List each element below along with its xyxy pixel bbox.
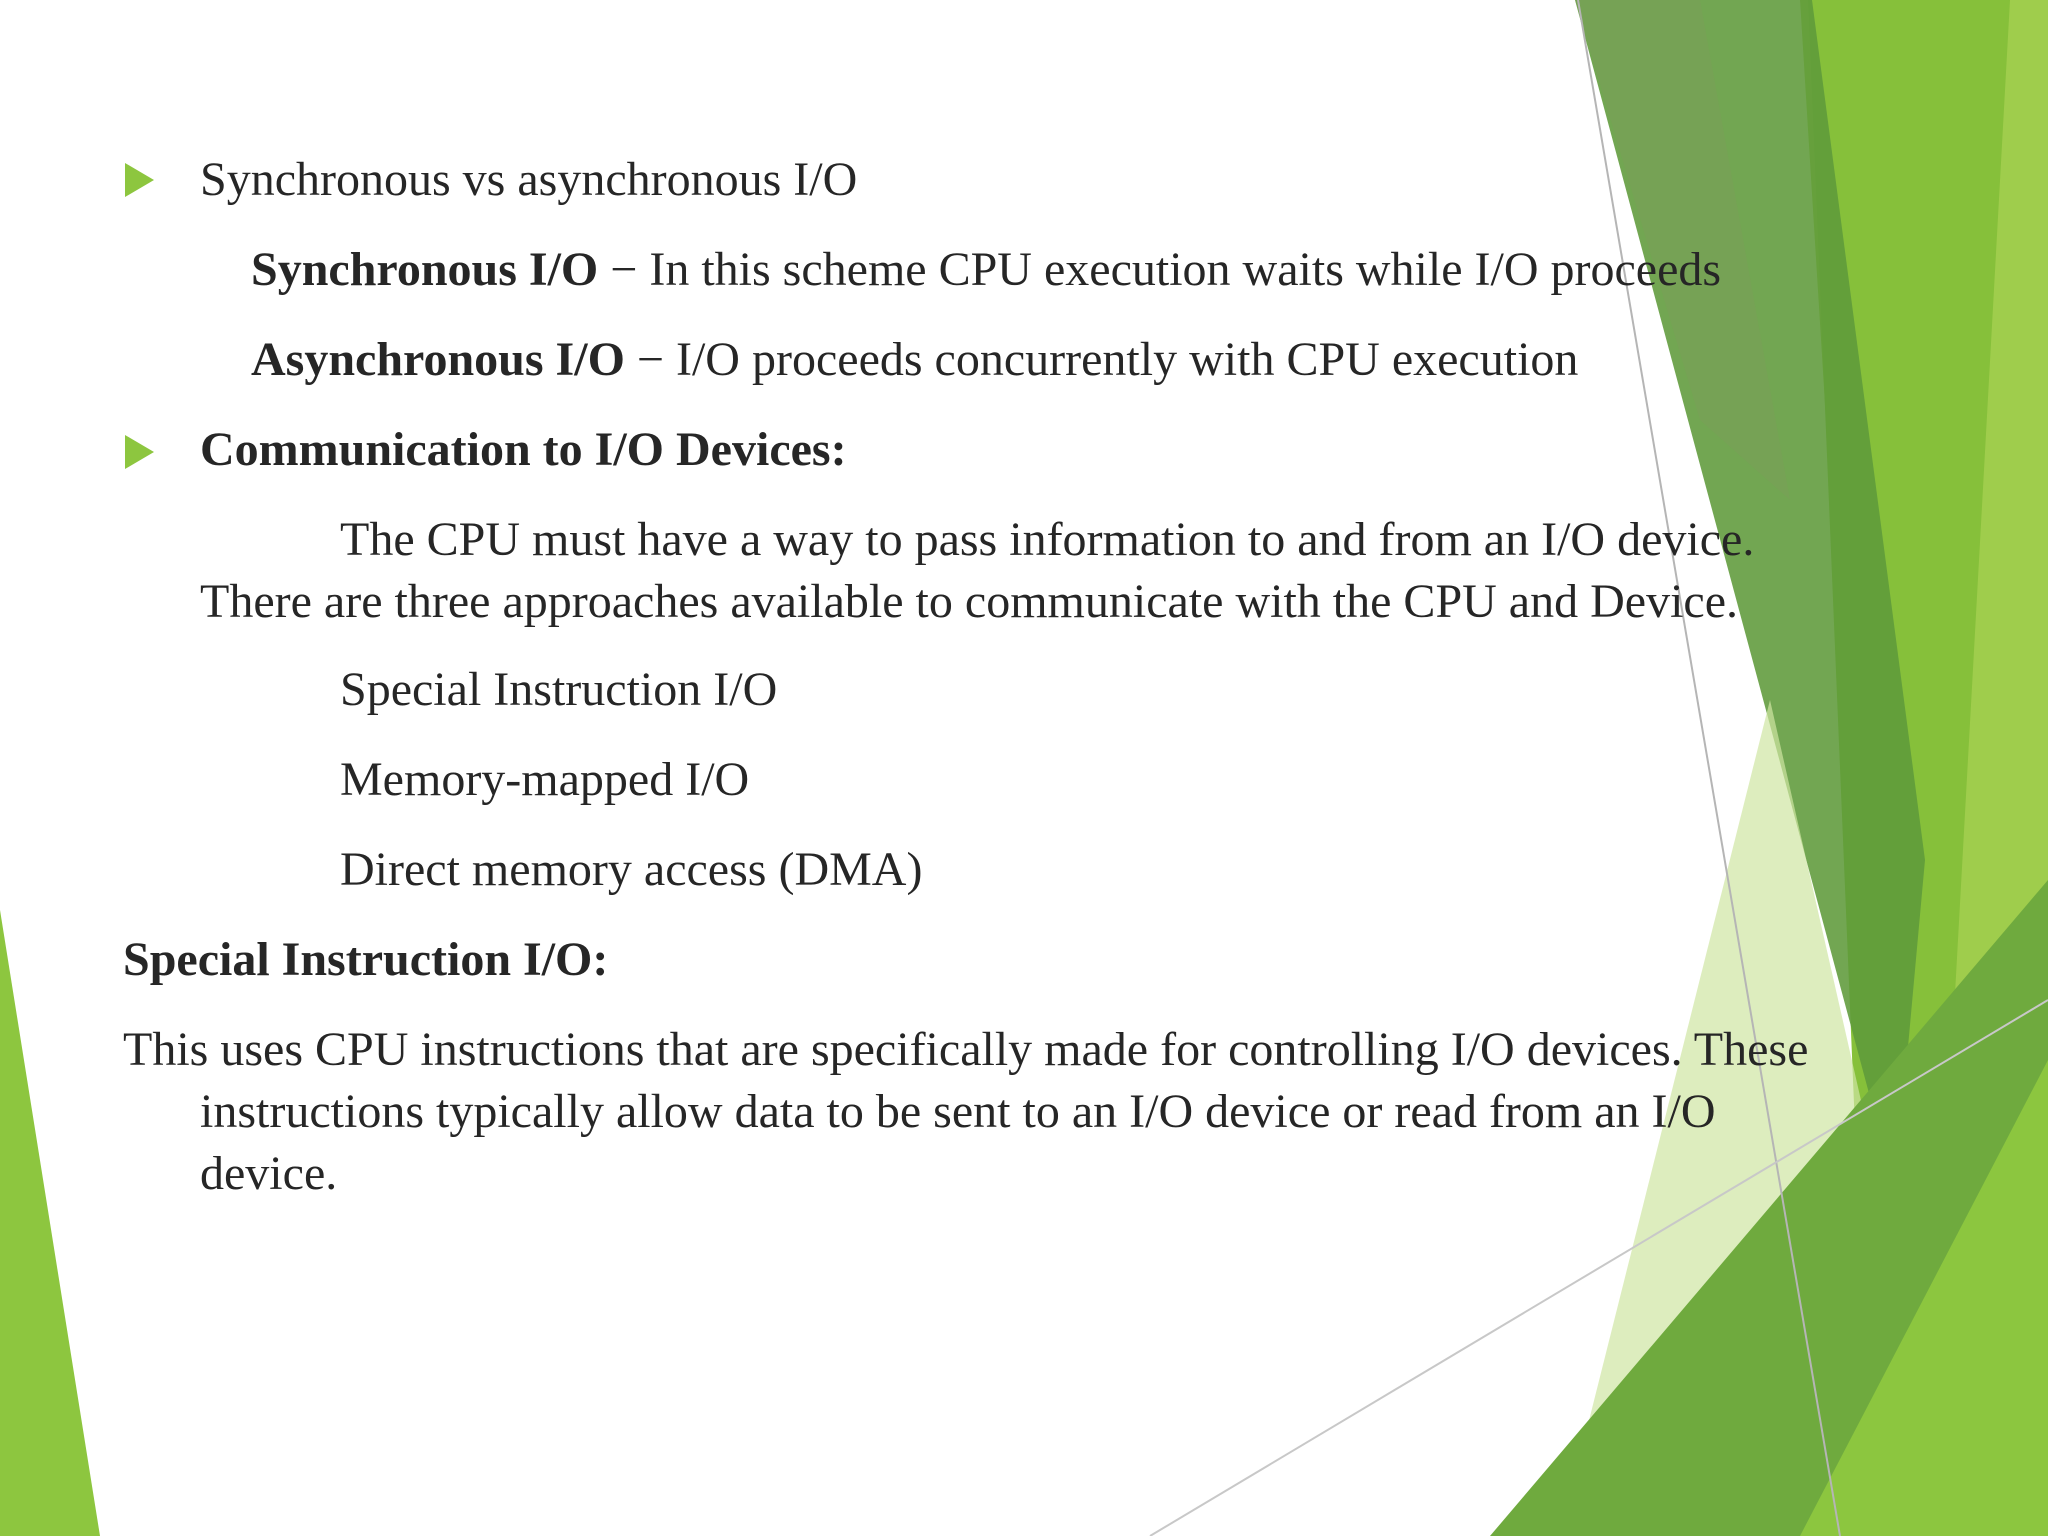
approach-dma: Direct memory access (DMA) <box>340 843 923 896</box>
paragraph-line-2: There are three approaches available to communicate with the CPU and Device. <box>200 575 1739 628</box>
sync-io-line <box>251 240 1721 300</box>
async-io-line <box>251 330 1578 390</box>
async-io-desc: I/O proceeds concurrently with CPU execution <box>675 333 1579 386</box>
section-body-line-1: This uses CPU instructions that are specifically made for controlling I/O devices. These <box>123 1023 1809 1076</box>
bullet-communication-devices: Communication to I/O Devices: <box>200 423 847 476</box>
sync-io-dash: − <box>598 243 650 296</box>
triangle-right-icon <box>125 435 154 469</box>
section-body-line-3: device. <box>200 1147 338 1200</box>
sync-io-desc: In this scheme CPU execution waits while I/O proceeds <box>649 243 1722 296</box>
paragraph-line-1: The CPU must have a way to pass information to and from an I/O device. <box>340 513 1755 566</box>
async-io-dash: − <box>624 333 676 386</box>
section-heading: Special Instruction I/O: <box>123 933 609 986</box>
section-body-line-2: instructions typically allow data to be sent to an I/O device or read from an I/O <box>200 1085 1716 1138</box>
sync-io-term: Synchronous I/O <box>251 243 599 296</box>
approach-special-instruction: Special Instruction I/O <box>340 663 778 716</box>
approach-memory-mapped: Memory-mapped I/O <box>340 753 750 806</box>
bullet-synchronous-vs-asynchronous: Synchronous vs asynchronous I/O <box>200 153 858 206</box>
triangle-right-icon <box>125 163 154 197</box>
async-io-term: Asynchronous I/O <box>251 333 625 386</box>
